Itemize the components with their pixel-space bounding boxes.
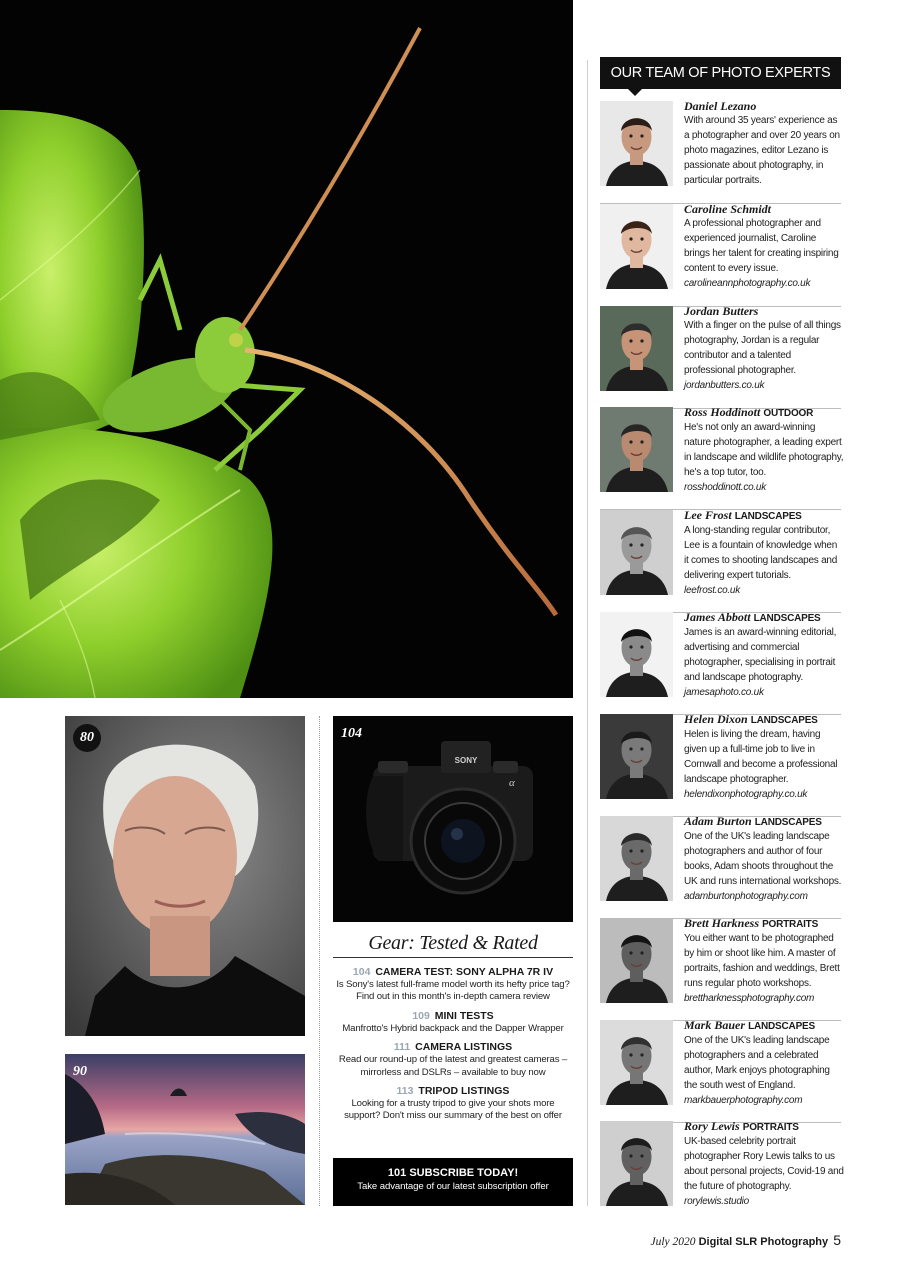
expert-name-line <box>684 405 844 421</box>
expert-specialism: LANDSCAPES <box>754 817 822 828</box>
photo-portrait-page-80 <box>65 716 305 1036</box>
subscribe-desc: Take advantage of our latest subscription offer <box>357 1181 549 1192</box>
expert-name: Rory Lewis <box>684 1119 740 1133</box>
expert-portrait <box>600 1020 673 1105</box>
gear-item-page: 113 <box>396 1085 414 1098</box>
expert-info <box>684 1018 844 1109</box>
expert-website-link[interactable]: jordanbutters.co.uk <box>684 379 765 391</box>
expert-name: Mark Bauer <box>684 1018 746 1032</box>
expert-name: Caroline Schmidt <box>684 202 772 216</box>
column-divider <box>587 60 588 1206</box>
experts-header: OUR TEAM OF PHOTO EXPERTS <box>600 57 841 89</box>
expert-info <box>684 712 844 803</box>
expert-website-link[interactable]: adamburtonphotography.com <box>684 890 808 902</box>
page-footer <box>650 1232 841 1248</box>
gear-item-title: CAMERA TEST: SONY ALPHA 7R IV <box>375 966 554 978</box>
photo-seascape-page-90 <box>65 1054 305 1205</box>
expert-portrait <box>600 306 673 391</box>
expert-website-link[interactable]: markbauerphotography.com <box>684 1094 803 1106</box>
gear-item-desc: Manfrotto's Hybrid backpack and the Dapper Wrapper <box>342 1022 564 1034</box>
expert-entry <box>600 612 841 715</box>
expert-bio: One of the UK's leading landscape photographers and a celebrated author, Mark enjoys photographing the south west of England. <box>684 1035 830 1091</box>
subscribe-page: 101 <box>387 1167 407 1179</box>
expert-name: Ross Hoddinott <box>684 405 761 419</box>
camera-alpha-mark: α <box>509 777 515 789</box>
expert-name-line <box>684 508 844 524</box>
expert-name: Lee Frost <box>684 508 732 522</box>
page-number-label: 104 <box>341 726 362 741</box>
expert-specialism: OUTDOOR <box>763 408 814 419</box>
expert-info <box>684 916 844 1007</box>
expert-bio: James is an award-winning editorial, advertising and commercial photographer, specialising in portrait and landscape photography. <box>684 627 837 683</box>
expert-name-line <box>684 202 844 217</box>
expert-specialism: LANDSCAPES <box>750 715 818 726</box>
expert-info <box>684 202 844 292</box>
expert-specialism: LANDSCAPES <box>734 511 802 522</box>
expert-name: James Abbott <box>684 610 751 624</box>
expert-name: Helen Dixon <box>684 712 748 726</box>
expert-name-line <box>684 814 844 830</box>
expert-portrait <box>600 407 673 492</box>
photo-camera-page-104 <box>333 716 573 922</box>
column-divider <box>319 716 320 1206</box>
expert-website-link[interactable]: jamesaphoto.co.uk <box>684 686 764 698</box>
expert-name-line <box>684 712 844 728</box>
page-number-label: 90 <box>73 1064 87 1079</box>
expert-bio: With around 35 years' experience as a photographer and over 20 years on photo magazines, editor Lezano is passionate about photography, in particular portraits. <box>684 115 840 186</box>
expert-portrait <box>600 1121 673 1206</box>
expert-entry <box>600 204 841 307</box>
expert-portrait <box>600 510 673 595</box>
expert-bio: He's not only an award-winning nature photographer, a leading expert in landscape and wildlife photography, he's a top tutor, too. <box>684 422 844 478</box>
expert-name-line <box>684 1018 844 1034</box>
gear-item-page: 111 <box>393 1041 411 1054</box>
gear-item-title: MINI TESTS <box>434 1009 494 1022</box>
hero-photo-grasshopper <box>0 0 573 698</box>
camera-brand-text: SONY <box>454 756 478 765</box>
expert-entry <box>600 306 841 409</box>
gear-section-title: Gear: Tested & Rated <box>333 932 573 958</box>
expert-name: Jordan Butters <box>684 304 759 318</box>
expert-bio: UK-based celebrity portrait photographer Rory Lewis talks to us about personal projects, Covid-19 and the future of photography. <box>684 1136 844 1192</box>
expert-website-link[interactable]: rosshoddinott.co.uk <box>684 481 766 493</box>
footer-issue-date: July 2020 <box>650 1236 696 1248</box>
expert-name-line <box>684 916 844 932</box>
expert-bio: With a finger on the pulse of all things photography, Jordan is a regular contributor and a talented professional photographer. <box>684 320 841 376</box>
gear-item[interactable] <box>333 966 573 1004</box>
expert-name-line <box>684 99 844 114</box>
expert-bio: Helen is living the dream, having given up a full-time job to live in Cornwall and become a professional landscape photographer. <box>684 729 838 785</box>
expert-entry <box>600 1020 841 1123</box>
expert-entry <box>600 405 844 510</box>
page-number-badge: 80 <box>73 724 101 752</box>
expert-website-link[interactable]: carolineannphotography.co.uk <box>684 277 811 289</box>
gear-section <box>333 932 573 1129</box>
gear-item[interactable] <box>333 1041 573 1079</box>
expert-website-link[interactable]: rorylewis.studio <box>684 1195 749 1207</box>
expert-website-link[interactable]: brettharknessphotography.com <box>684 992 815 1004</box>
expert-entry <box>600 714 841 817</box>
subscribe-banner[interactable] <box>333 1158 573 1206</box>
expert-entry <box>600 101 841 204</box>
gear-item[interactable] <box>333 1010 573 1035</box>
expert-name-line <box>684 304 844 319</box>
expert-website-link[interactable]: helendixonphotography.co.uk <box>684 788 808 800</box>
expert-website-link[interactable]: leefrost.co.uk <box>684 584 740 596</box>
gear-item-desc: Read our round-up of the latest and greatest cameras – mirrorless and DSLRs – available to buy now <box>338 1054 568 1078</box>
expert-specialism: PORTRAITS <box>762 919 819 930</box>
expert-bio: One of the UK's leading landscape photographers and author of four books, Adam shoots throughout the UK and runs international workshops. <box>684 831 842 887</box>
expert-info <box>684 304 844 394</box>
gear-item-page: 109 <box>412 1009 430 1022</box>
expert-portrait <box>600 918 673 1003</box>
expert-info <box>684 405 844 496</box>
expert-portrait <box>600 204 673 289</box>
expert-name-line <box>684 610 844 626</box>
expert-name: Brett Harkness <box>684 916 760 930</box>
expert-bio: A professional photographer and experienced journalist, Caroline brings her talent for creating inspiring content to every issue. <box>684 218 839 274</box>
expert-portrait <box>600 612 673 697</box>
expert-entry <box>600 510 841 613</box>
expert-bio: A long-standing regular contributor, Lee is a fountain of knowledge when it comes to shooting landscapes and delivering expert tutorials. <box>684 525 838 581</box>
expert-bio: You either want to be photographed by him or shoot like him. A master of portraits, fashion and weddings, Brett runs regular photo workshops. <box>684 933 840 989</box>
expert-specialism: PORTRAITS <box>742 1122 799 1133</box>
gear-item-page: 104 <box>352 966 371 978</box>
expert-entry <box>600 918 841 1021</box>
footer-page-number: 5 <box>833 1232 841 1248</box>
expert-name-line <box>684 1119 844 1135</box>
expert-name: Daniel Lezano <box>684 99 757 113</box>
expert-specialism: LANDSCAPES <box>753 613 821 624</box>
expert-info <box>684 508 844 599</box>
gear-item[interactable] <box>333 1085 573 1123</box>
footer-magazine-name: Digital SLR Photography <box>698 1236 829 1248</box>
gear-item-desc: Looking for a trusty tripod to give your shots more support? Don't miss our summary of the best on offer <box>344 1098 562 1122</box>
subscribe-title: SUBSCRIBE TODAY! <box>409 1167 519 1179</box>
expert-portrait <box>600 816 673 901</box>
gear-item-title: CAMERA LISTINGS <box>415 1041 513 1054</box>
expert-portrait <box>600 101 673 186</box>
expert-name: Adam Burton <box>684 814 752 828</box>
expert-specialism: LANDSCAPES <box>748 1021 815 1032</box>
expert-info <box>684 814 844 905</box>
expert-info <box>684 99 844 189</box>
gear-item-desc: Is Sony's latest full-frame model worth its hefty price tag? Find out in this month's in-depth camera review <box>336 979 570 1003</box>
expert-entry <box>600 816 841 919</box>
expert-portrait <box>600 714 673 799</box>
expert-info <box>684 610 844 701</box>
expert-info <box>684 1119 844 1210</box>
expert-entry <box>600 1119 844 1224</box>
gear-item-title: TRIPOD LISTINGS <box>418 1085 510 1098</box>
